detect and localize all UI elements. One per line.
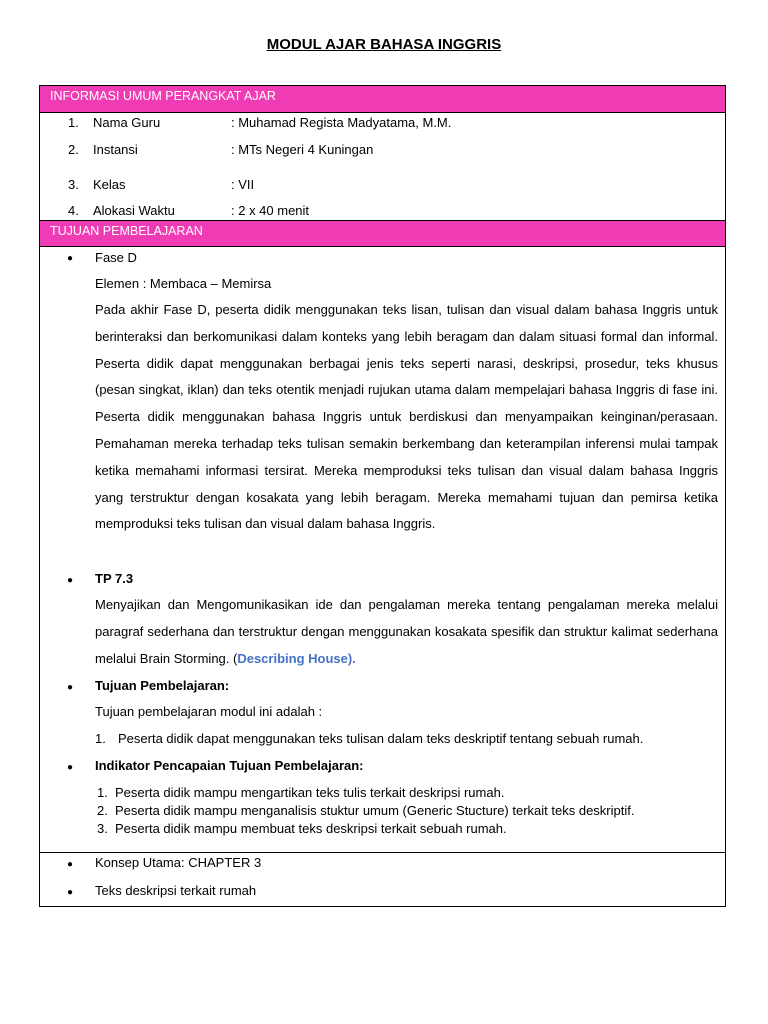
bullet-icon: ● bbox=[67, 682, 74, 693]
konsep-item-2: Teks deskripsi terkait rumah bbox=[95, 883, 257, 898]
info-row-3-num: 3. bbox=[68, 177, 79, 192]
info-row-4-value: : 2 x 40 menit bbox=[231, 203, 310, 218]
info-row-1-value: : Muhamad Regista Madyatama, M.M. bbox=[231, 115, 452, 130]
bullet-icon: ● bbox=[67, 859, 74, 870]
fase-description: Pada akhir Fase D, peserta didik menggunakan teks lisan, tulisan dan visual dalam bahasa Inggris untuk berinteraksi dan berkomunikasi dalam konteks yang lebih beragam dan dalam situasi formal dan informal. Peserta didik dapat menggunakan berbagai jenis teks seperti narasi, deskripsi, prosedur, teks khusus (pesan singkat, iklan) dan teks otentik menjadi rujukan utama dalam mempelajari bahasa Inggris di fase ini. Peserta didik menggunakan bahasa Inggris untuk berdiskusi dan menyampaikan keinginan/perasaan. Pemahaman mereka terhadap teks tulisan semakin berkembang dan keterampilan inferensi mulai tampak ketika memahami informasi tersirat. Mereka memproduksi teks tulisan dan visual dalam bahasa Inggris yang terstruktur dengan kosakata yang lebih beragam. Mereka memahami tujuan dan pemirsa ketika memproduksi teks tulisan dan visual dalam bahasa Inggris. bbox=[95, 302, 718, 532]
tp-text: Menyajikan dan Mengomunikasikan ide dan pengalaman mereka tentang pengalaman mereka melalui paragraf sederhana dan terstruktur dengan menggunakan kosakata spesifik dan struktur kalimat sederhana melalui Brain Storming. ( bbox=[95, 597, 718, 666]
indikator-3-text: Peserta didik mampu membuat teks deskripsi terkait sebuah rumah. bbox=[115, 821, 507, 836]
fase-label: Fase D bbox=[95, 250, 137, 265]
info-row-3-label: Kelas bbox=[93, 177, 126, 192]
info-row-4-label: Alokasi Waktu bbox=[93, 203, 175, 218]
document-title: MODUL AJAR BAHASA INGGRIS bbox=[266, 36, 502, 53]
konsep-item-1: Konsep Utama: CHAPTER 3 bbox=[95, 855, 262, 870]
tujuan-item: Peserta didik dapat menggunakan teks tulisan dalam teks deskriptif tentang sebuah rumah. bbox=[118, 731, 644, 746]
tujuan-intro: Tujuan pembelajaran modul ini adalah : bbox=[95, 704, 323, 719]
indikator-label: Indikator Pencapaian Tujuan Pembelajaran: bbox=[95, 758, 364, 773]
indikator-3-num: 3. bbox=[97, 821, 108, 836]
info-row-2-value: : MTs Negeri 4 Kuningan bbox=[231, 142, 374, 157]
tp-label: TP 7.3 bbox=[95, 571, 134, 586]
tp-description bbox=[95, 592, 718, 672]
indikator-1-text: Peserta didik mampu mengartikan teks tulis terkait deskripsi rumah. bbox=[115, 785, 505, 800]
info-row-1-label: Nama Guru bbox=[93, 115, 161, 130]
info-header: INFORMASI UMUM PERANGKAT AJAR bbox=[40, 86, 725, 113]
tujuan-item-num: 1. bbox=[95, 731, 106, 746]
info-row-1-num: 1. bbox=[68, 115, 79, 130]
info-row-2-num: 2. bbox=[68, 142, 79, 157]
info-row-4-num: 4. bbox=[68, 203, 79, 218]
indikator-2-num: 2. bbox=[97, 803, 108, 818]
tp-link: Describing House). bbox=[237, 650, 356, 666]
info-row-2-label: Instansi bbox=[93, 142, 138, 157]
bullet-icon: ● bbox=[67, 887, 74, 898]
tujuan-label: Tujuan Pembelajaran: bbox=[95, 678, 230, 693]
elemen-label: Elemen : Membaca – Memirsa bbox=[95, 276, 272, 291]
tujuan-header: TUJUAN PEMBELAJARAN bbox=[40, 220, 725, 247]
indikator-2-text: Peserta didik mampu menganalisis stuktur umum (Generic Stucture) terkait teks deskriptif. bbox=[115, 803, 635, 818]
section-divider bbox=[40, 852, 725, 853]
bullet-icon: ● bbox=[67, 575, 74, 586]
indikator-1-num: 1. bbox=[97, 785, 108, 800]
bullet-icon: ● bbox=[67, 253, 74, 264]
bullet-icon: ● bbox=[67, 762, 74, 773]
info-row-3-value: : VII bbox=[231, 177, 255, 192]
modul-table bbox=[39, 85, 726, 907]
